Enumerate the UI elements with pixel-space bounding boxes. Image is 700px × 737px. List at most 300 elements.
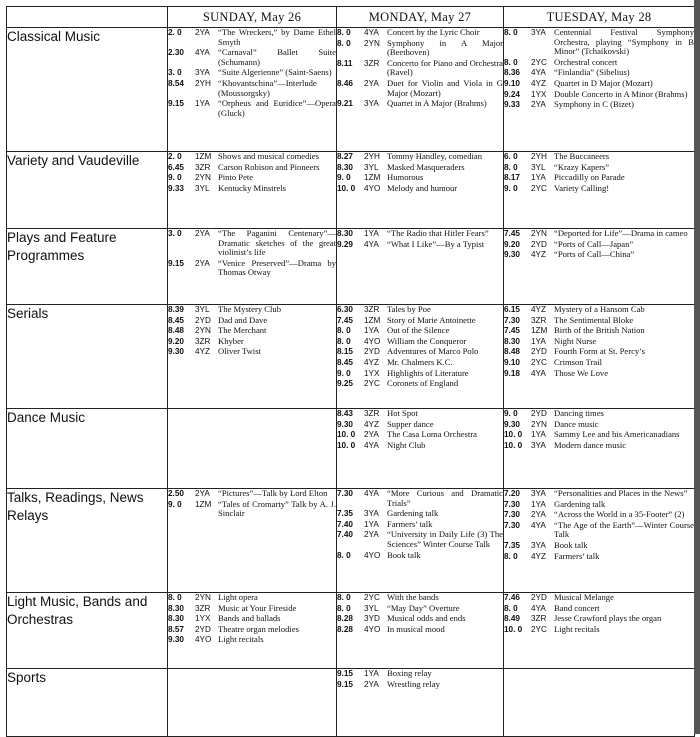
program-time: 3. 0	[168, 68, 182, 78]
station-code: 2YC	[531, 57, 547, 67]
station-code: 2YC	[531, 624, 547, 634]
program-title: Boxing relay	[387, 668, 432, 678]
page-edge-shadow	[694, 0, 700, 734]
program-time: 8.49	[504, 614, 520, 624]
category-label-cell	[7, 152, 168, 229]
program-time: 9.33	[168, 183, 184, 193]
station-code: 3YA	[195, 68, 210, 78]
program-title: Hot Spot	[387, 408, 418, 418]
category-label-cell	[7, 229, 168, 305]
program-entry	[168, 152, 336, 162]
program-title: Theatre organ melodies	[218, 623, 299, 634]
program-title: Centennial Festival Symphony Orchestra, playing “Symphony in B Minor” (Tchaikovski)	[554, 27, 694, 57]
day-header-sunday: SUNDAY, May 26	[168, 7, 337, 28]
program-title: “Tales of Cromarty” Talk by A. J. Sinclair	[218, 498, 336, 519]
program-title: Tommy Handley, comedian	[387, 151, 483, 161]
station-code: 4YZ	[531, 305, 547, 314]
station-code: 2YD	[364, 347, 380, 357]
program-title: “Orpheus and Euridice”—Opera (Gluck)	[218, 98, 336, 118]
program-time: 8. 0	[504, 603, 518, 613]
program-time: 8. 0	[337, 28, 351, 37]
station-code: 2YD	[531, 409, 547, 418]
program-title: “The Paganini Centenary”—Dramatic sketches of the great violinist’s life	[218, 228, 336, 258]
program-entry	[168, 489, 336, 499]
program-title: Farmers’ talk	[387, 518, 433, 529]
program-entry	[504, 541, 694, 551]
category-label: Plays and Feature Programmes	[7, 230, 117, 263]
program-title: “Personalities and Places in the News”	[554, 488, 688, 498]
station-code: 4YA	[531, 368, 546, 378]
program-title: The Casa Loma Orchestra	[387, 429, 477, 440]
station-code: 2YN	[531, 419, 547, 429]
station-code: 2YA	[364, 530, 379, 540]
program-time: 7.35	[504, 540, 520, 550]
day-cell-monday	[337, 229, 504, 305]
station-code: 4YZ	[364, 357, 380, 367]
program-entry	[504, 552, 694, 562]
station-code: 3ZR	[531, 614, 547, 624]
station-code: 2YH	[531, 152, 547, 161]
program-time: 9.15	[168, 258, 184, 268]
program-entry	[337, 28, 503, 38]
program-entry	[168, 184, 336, 194]
station-code: 2YC	[531, 357, 547, 367]
program-entry	[337, 604, 503, 614]
program-entry	[504, 347, 694, 357]
program-time: 8. 0	[504, 57, 518, 67]
program-title: The Merchant	[218, 325, 267, 336]
station-code: 2YH	[364, 152, 380, 161]
station-code: 4YZ	[531, 250, 547, 260]
station-code: 2YA	[195, 489, 210, 498]
category-label: Light Music, Bands and Orchestras	[7, 594, 148, 627]
program-title: Music at Your Fireside	[218, 602, 297, 613]
day-cell-tuesday	[504, 305, 695, 409]
station-code: 4YA	[195, 48, 210, 58]
program-entry	[168, 625, 336, 635]
program-time: 9.20	[504, 239, 520, 249]
station-code: 2YA	[531, 510, 546, 520]
station-code: 2YN	[195, 593, 211, 602]
program-entry	[168, 593, 336, 603]
category-row	[7, 489, 695, 593]
day-cell-sunday	[168, 489, 337, 593]
station-code: 1ZM	[195, 499, 212, 509]
program-entry	[504, 250, 694, 260]
program-title: Concert by the Lyric Choir	[387, 27, 480, 37]
program-title: “The Age of the Earth”—Winter Course Talk	[554, 519, 694, 540]
program-entry	[504, 593, 694, 603]
program-entry	[504, 441, 694, 451]
program-time: 10. 0	[337, 430, 356, 440]
category-row	[7, 28, 695, 152]
station-code: 4YA	[531, 603, 546, 613]
program-entry	[504, 614, 694, 624]
program-time: 9.20	[168, 336, 184, 346]
program-time: 8.28	[337, 624, 353, 634]
program-entry	[337, 441, 503, 451]
program-title: Dance music	[554, 418, 599, 429]
program-entry	[168, 259, 336, 278]
program-title: Light recitals	[554, 623, 600, 634]
program-entry	[337, 229, 503, 239]
program-title: “What I Like”—By a Typist	[387, 238, 485, 249]
program-title: Khyber	[218, 335, 244, 346]
program-title: Mr. Chalmers K.C.	[387, 356, 453, 367]
program-entry	[504, 604, 694, 614]
program-entry	[168, 79, 336, 98]
program-time: 9.30	[168, 347, 184, 357]
program-title: Dad and Dave	[218, 314, 268, 325]
day-cell-sunday	[168, 28, 337, 152]
category-row	[7, 593, 695, 669]
program-time: 8.30	[337, 162, 353, 172]
program-title: Carson Robison and Pioneers	[218, 161, 320, 172]
station-code: 3YL	[195, 305, 210, 314]
station-code: 2YA	[531, 100, 546, 110]
program-title: Gardening talk	[387, 508, 439, 519]
program-time: 10. 0	[337, 183, 356, 193]
program-time: 8.45	[168, 315, 184, 325]
program-title: “Ports of Call—Japan”	[554, 238, 634, 249]
program-title: The Buccaneers	[554, 151, 610, 161]
program-entry	[504, 316, 694, 326]
program-entry	[504, 326, 694, 336]
program-title: Farmers’ talk	[554, 550, 600, 561]
day-cell-sunday	[168, 409, 337, 489]
program-title: Double Concerto in A Minor (Brahms)	[554, 88, 688, 99]
program-title: “The Radio that Hitler Fears”	[387, 228, 489, 238]
program-time: 7.30	[504, 315, 520, 325]
program-entry	[337, 530, 503, 549]
program-time: 8.54	[168, 78, 184, 88]
program-entry	[337, 163, 503, 173]
station-code: 2YC	[364, 379, 380, 389]
program-title: Musical Melange	[554, 592, 614, 602]
station-code: 2YC	[531, 183, 547, 193]
program-title: “May Day” Overture	[387, 602, 460, 613]
program-time: 8.27	[337, 152, 353, 161]
station-code: 2YD	[195, 315, 211, 325]
day-cell-tuesday	[504, 28, 695, 152]
program-title: Quartet in A Major (Brahms)	[387, 98, 487, 109]
program-time: 7.20	[504, 489, 520, 498]
program-entry	[504, 500, 694, 510]
program-entry	[337, 669, 503, 679]
program-time: 8.30	[504, 336, 520, 346]
program-time: 8. 0	[504, 162, 518, 172]
program-title: Book talk	[554, 539, 588, 550]
program-title: “Finlandia” (Sibelius)	[554, 67, 630, 78]
program-title: Wrestling relay	[387, 678, 440, 689]
station-code: 1YA	[364, 326, 379, 336]
program-entry	[504, 369, 694, 379]
program-title: Light recitals	[218, 634, 264, 645]
station-code: 3YL	[531, 162, 546, 172]
program-time: 9.18	[504, 368, 520, 378]
program-time: 7.45	[504, 326, 520, 336]
station-code: 3YL	[195, 183, 210, 193]
category-label-cell	[7, 409, 168, 489]
day-cell-tuesday	[504, 229, 695, 305]
category-row	[7, 409, 695, 489]
station-code: 1YA	[195, 99, 210, 109]
day-cell-sunday	[168, 229, 337, 305]
header-row	[7, 7, 695, 28]
day-cell-sunday	[168, 152, 337, 229]
program-entry	[504, 68, 694, 78]
program-entry	[337, 420, 503, 430]
program-time: 8. 0	[504, 28, 518, 37]
station-code: 4YO	[364, 624, 381, 634]
program-entry	[504, 521, 694, 540]
program-title: Light opera	[218, 592, 258, 602]
program-time: 6.45	[168, 162, 184, 172]
program-time: 9.21	[337, 99, 353, 109]
program-time: 8.45	[337, 357, 353, 367]
station-code: 1YA	[364, 669, 379, 678]
category-row	[7, 669, 695, 737]
program-entry	[337, 39, 503, 58]
program-time: 9.30	[337, 419, 353, 429]
program-time: 9.30	[504, 250, 520, 260]
station-code: 4YA	[364, 239, 379, 249]
program-time: 2.50	[168, 489, 184, 498]
program-time: 10. 0	[504, 624, 523, 634]
program-entry	[504, 305, 694, 315]
program-title: Night Nurse	[554, 335, 597, 346]
program-title: William the Conqueror	[387, 335, 467, 346]
program-entry	[337, 520, 503, 530]
program-entry	[168, 305, 336, 315]
category-label-cell	[7, 305, 168, 409]
station-code: 2YA	[364, 78, 379, 88]
category-label: Talks, Readings, News Relays	[7, 490, 144, 523]
program-entry	[504, 430, 694, 440]
program-title: Orchestral concert	[554, 56, 618, 67]
station-code: 3ZR	[195, 603, 211, 613]
day-cell-sunday	[168, 305, 337, 409]
category-label: Classical Music	[7, 29, 101, 44]
program-time: 6. 0	[504, 152, 518, 161]
program-time: 9. 0	[168, 499, 182, 509]
program-title: Masked Masqueraders	[387, 161, 465, 172]
day-header-monday: MONDAY, May 27	[337, 7, 504, 28]
station-code: 1YX	[195, 614, 211, 624]
program-time: 7.46	[504, 593, 520, 602]
program-time: 7.45	[504, 229, 520, 238]
station-code: 3YL	[364, 162, 379, 172]
program-time: 8.17	[504, 173, 520, 183]
program-title: Shows and musical comedies	[218, 151, 319, 161]
station-code: 4YO	[364, 183, 381, 193]
program-title: Melody and humour	[387, 182, 458, 193]
day-cell-tuesday	[504, 409, 695, 489]
program-time: 8. 0	[337, 603, 351, 613]
station-code: 3YD	[364, 614, 380, 624]
program-time: 8.30	[168, 603, 184, 613]
program-title: “Pictures”—Talk by Lord Elton	[218, 488, 328, 498]
program-title: In musical mood	[387, 623, 445, 634]
program-entry	[504, 28, 694, 57]
station-code: 3ZR	[195, 162, 211, 172]
program-entry	[337, 59, 503, 78]
category-label-cell	[7, 28, 168, 152]
program-time: 9.30	[168, 635, 184, 645]
program-time: 6.15	[504, 305, 520, 314]
category-label: Serials	[7, 306, 49, 321]
station-code: 2YA	[195, 229, 210, 238]
program-table	[6, 6, 695, 737]
station-code: 3YL	[364, 603, 379, 613]
program-title: With the bands	[387, 592, 439, 602]
program-time: 9.30	[504, 419, 520, 429]
category-row	[7, 152, 695, 229]
category-row	[7, 229, 695, 305]
program-time: 2. 0	[168, 28, 182, 37]
program-time: 10. 0	[504, 440, 523, 450]
station-code: 3ZR	[531, 315, 547, 325]
program-entry	[337, 184, 503, 194]
program-time: 7.40	[337, 530, 353, 540]
station-code: 4YO	[364, 336, 381, 346]
day-cell-monday	[337, 593, 504, 669]
program-entry	[168, 347, 336, 357]
station-code: 1YA	[531, 430, 546, 440]
station-code: 1ZM	[195, 152, 212, 161]
program-time: 8.48	[504, 347, 520, 357]
program-entry	[337, 240, 503, 250]
day-cell-tuesday	[504, 593, 695, 669]
program-title: Symphony in C (Bizet)	[554, 99, 634, 110]
program-time: 2.30	[168, 48, 184, 58]
program-entry	[504, 337, 694, 347]
program-entry	[337, 430, 503, 440]
program-title: Birth of the British Nation	[554, 325, 645, 336]
station-code: 4YA	[531, 520, 546, 530]
program-entry	[337, 326, 503, 336]
program-entry	[504, 240, 694, 250]
program-entry	[504, 409, 694, 419]
program-title: Those We Love	[554, 367, 609, 378]
station-code: 4YZ	[364, 419, 380, 429]
station-code: 1YA	[364, 519, 379, 529]
program-title: Adventures of Marco Polo	[387, 346, 479, 357]
station-code: 2YD	[531, 239, 547, 249]
program-entry	[504, 510, 694, 520]
station-code: 2YD	[531, 593, 547, 602]
station-code: 2YD	[531, 347, 547, 357]
program-title: Night Club	[387, 439, 426, 450]
category-label: Variety and Vaudeville	[7, 153, 140, 168]
category-label-cell	[7, 489, 168, 593]
program-time: 8.30	[168, 614, 184, 624]
station-code: 1YA	[531, 499, 546, 509]
program-title: “Across the World in a 35-Footer” (2)	[554, 509, 685, 520]
program-time: 9.15	[337, 679, 353, 689]
program-time: 8.30	[337, 229, 353, 238]
program-entry	[337, 409, 503, 419]
program-time: 9.15	[337, 669, 353, 678]
station-code: 2YN	[195, 326, 211, 336]
program-time: 8.48	[168, 326, 184, 336]
program-title: Crimson Trail	[554, 356, 602, 367]
day-cell-tuesday	[504, 669, 695, 737]
station-code: 2YA	[364, 679, 379, 689]
station-code: 2YN	[195, 173, 211, 183]
program-entry	[337, 509, 503, 519]
program-entry	[504, 625, 694, 635]
category-label: Dance Music	[7, 410, 86, 425]
program-title: The Mystery Club	[218, 304, 282, 314]
program-entry	[337, 316, 503, 326]
program-title: Symphony in A Major (Beethoven)	[387, 37, 503, 58]
program-time: 9.25	[337, 379, 353, 389]
program-title: Bands and ballads	[218, 613, 281, 624]
station-code: 4YZ	[531, 78, 547, 88]
program-time: 8. 0	[337, 336, 351, 346]
program-entry	[337, 625, 503, 635]
program-title: Kentucky Minstrels	[218, 182, 287, 193]
program-time: 9. 0	[504, 409, 518, 418]
program-entry	[168, 99, 336, 118]
program-time: 8. 0	[504, 551, 518, 561]
program-time: 8. 0	[337, 326, 351, 336]
station-code: 1YA	[364, 229, 379, 238]
program-entry	[504, 90, 694, 100]
program-title: Duet for Violin and Viola in G Major (Mozart)	[387, 77, 503, 98]
program-title: “Ports of Call—China”	[554, 249, 635, 260]
program-title: Jesse Crawford plays the organ	[554, 613, 662, 624]
program-title: Musical odds and ends	[387, 613, 466, 624]
program-title: Book talk	[387, 549, 421, 560]
program-entry	[504, 152, 694, 162]
station-code: 3YA	[364, 99, 379, 109]
day-header-tuesday: TUESDAY, May 28	[504, 7, 695, 28]
program-entry	[337, 358, 503, 368]
station-code: 1ZM	[531, 326, 548, 336]
program-time: 8.39	[168, 305, 184, 314]
station-code: 2YC	[364, 593, 380, 602]
program-title: “Krazy Kapers”	[554, 161, 610, 172]
day-cell-monday	[337, 305, 504, 409]
program-title: Band concert	[554, 602, 600, 613]
program-entry	[168, 316, 336, 326]
program-title: Tales by Poe	[387, 304, 431, 314]
program-entry	[168, 500, 336, 519]
program-time: 8. 0	[337, 550, 351, 560]
day-cell-tuesday	[504, 152, 695, 229]
program-time: 7.30	[504, 499, 520, 509]
program-title: Fourth Form at St. Percy’s	[554, 346, 645, 357]
program-time: 2. 0	[168, 152, 182, 161]
category-row	[7, 305, 695, 409]
station-code: 2YD	[195, 624, 211, 634]
program-entry	[337, 680, 503, 690]
program-entry	[337, 337, 503, 347]
program-entry	[168, 48, 336, 67]
program-entry	[337, 379, 503, 389]
station-code: 4YO	[195, 635, 212, 645]
station-code: 1YX	[364, 368, 380, 378]
day-cell-tuesday	[504, 489, 695, 593]
program-title: Dancing times	[554, 408, 604, 418]
station-code: 3YA	[531, 489, 546, 498]
program-time: 8. 0	[337, 593, 351, 602]
program-title: Supper dance	[387, 418, 434, 429]
program-title: Concerto for Piano and Orchestra (Ravel)	[387, 57, 503, 78]
program-title: Story of Marie Antoinette	[387, 314, 476, 325]
